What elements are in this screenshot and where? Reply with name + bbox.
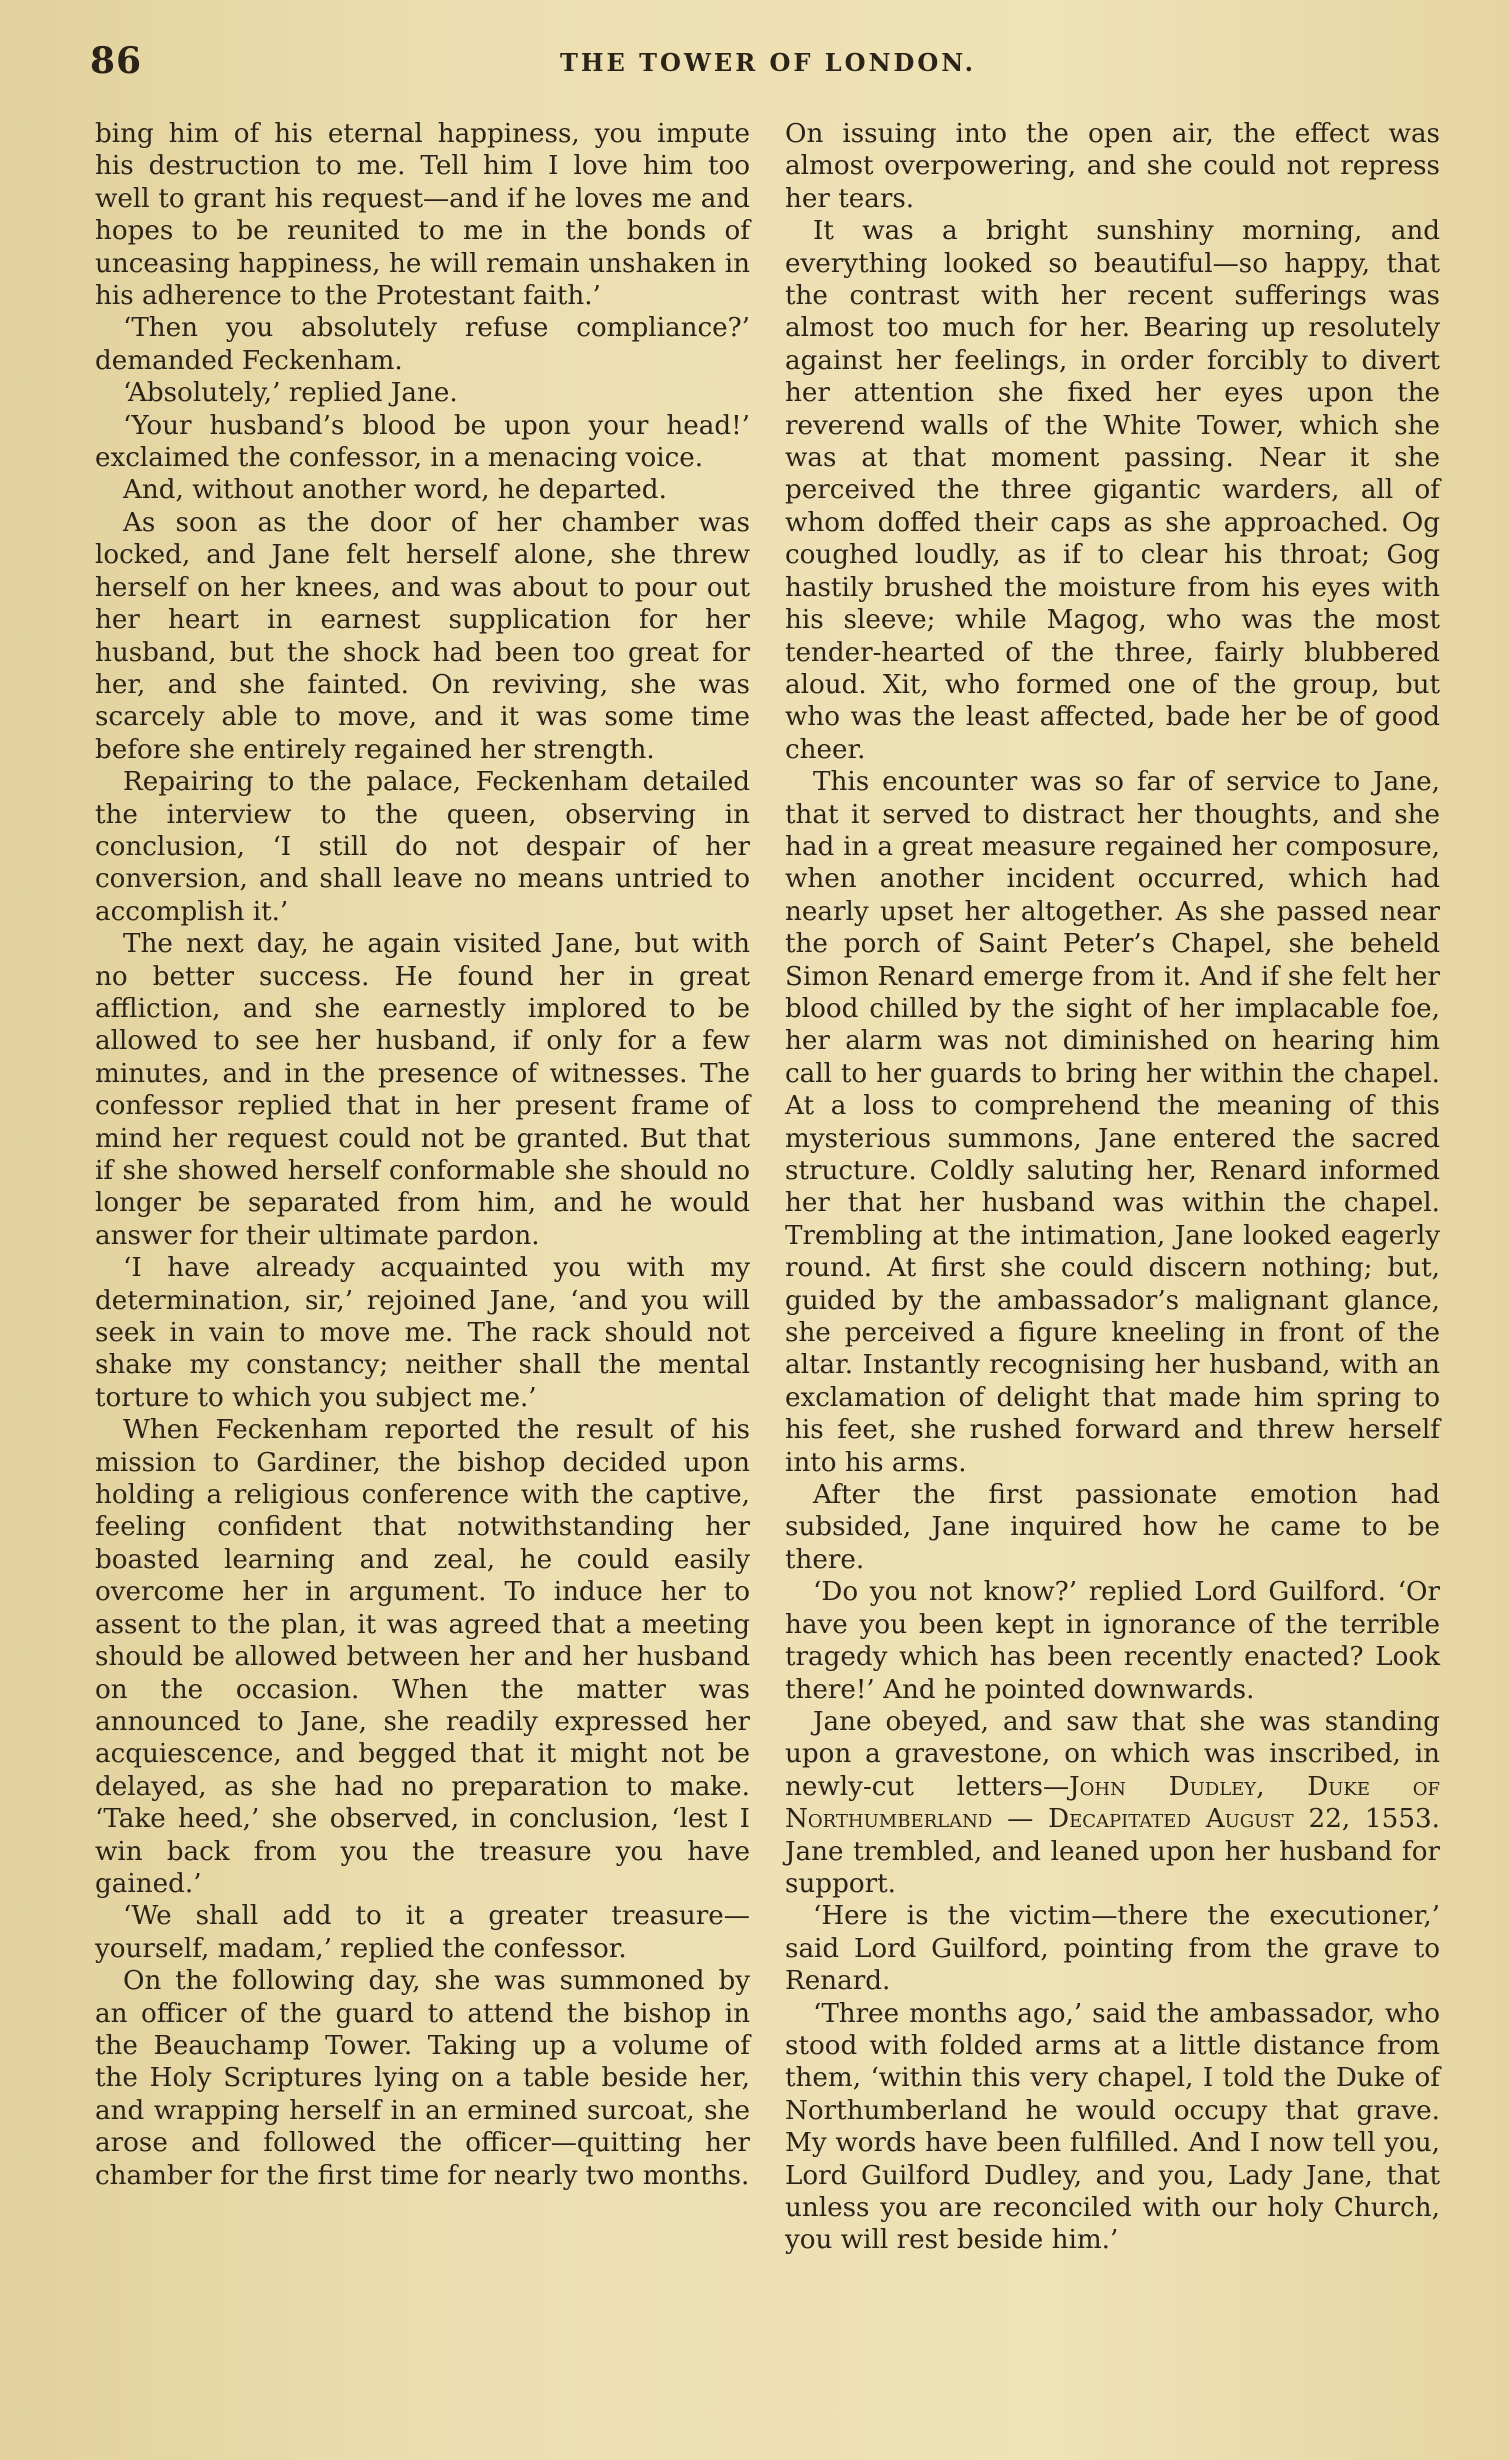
gravestone-inscription: John Dudley, Duke of Northumberland — Decapitated August 22, 1553. [785, 1771, 1440, 1835]
paragraph: The next day, he again visited Jane, but with no better success. He found her in great affliction, and she earnestly implored to be allowed to see her husband, if only for a few minutes, and in the presence of witnesses. The confessor replied that in her present frame of mind her request could not be granted. But that if she showed herself conformable she should no longer be separated from him, and he would answer for their ultimate pardon. [95, 929, 750, 1251]
paragraph: This encounter was so far of service to Jane, that it served to distract her thoughts, and she had in a great measure regained her composure, when another incident occurred, which had nearly upset her altogether. As she passed near the porch of Saint Peter’s Chapel, she beheld Simon Renard emerge from it. And if she felt her blood chilled by the sight of her implacable foe, her alarm was not diminished on hearing him call to her guards to bring her within the chapel. At a loss to comprehend the meaning of this mysterious summons, Jane entered the sacred structure. Coldly saluting her, Renard informed her that her husband was within the chapel. Trembling at the intimation, Jane looked eagerly round. At first she could discern nothing; but, guided by the ambassador’s malignant glance, she perceived a figure kneeling in front of the altar. Instantly recognising her husband, with an exclamation of delight that made him spring to his feet, she rushed forward and threw herself into his arms. [785, 767, 1440, 1478]
page-number: 86 [90, 40, 143, 82]
running-head [90, 40, 1439, 90]
left-column [95, 118, 750, 2192]
paragraph: ‘I have already acquainted you with my determination, sir,’ rejoined Jane, ‘and you will seek in vain to move me. The rack should not shake my constancy; neither shall the mental torture to which you subject me.’ [95, 1253, 750, 1413]
paragraph: ‘We shall add to it a greater treasure—yourself, madam,’ replied the confessor. [95, 1901, 750, 1964]
paragraph: As soon as the door of her chamber was locked, and Jane felt herself alone, she threw herself on her knees, and was about to pour out her heart in earnest supplication for her husband, but the shock had been too great for her, and she fainted. On reviving, she was scarcely able to move, and it was some time before she entirely regained her strength. [95, 507, 750, 765]
paragraph: bing him of his eternal happiness, you impute his destruction to me. Tell him I love him too well to grant his request—and if he loves me and hopes to be reunited to me in the bonds of unceasing happiness, he will remain unshaken in his adherence to the Protestant faith.’ [95, 119, 750, 312]
paragraph: ‘Your husband’s blood be upon your head!’ exclaimed the confessor, in a menacing voice. [95, 410, 750, 474]
paragraph: ‘Do you not know?’ replied Lord Guilford. ‘Or have you been kept in ignorance of the terrible tragedy which has been recently enacted? Look there!’ And he pointed downwards. [785, 1577, 1440, 1705]
paragraph: And, without another word, he departed. [123, 475, 667, 506]
paragraph: ‘Then you absolutely refuse compliance?’ demanded Feckenham. [95, 313, 750, 376]
paragraph: On issuing into the open air, the effect was almost overpowering, and she could not repress her tears. [785, 119, 1440, 214]
right-column [785, 118, 1440, 2257]
paragraph: ‘Here is the victim—there the executioner,’ said Lord Guilford, pointing from the grave to Renard. [785, 1901, 1440, 1997]
paragraph: ‘Absolutely,’ replied Jane. [123, 378, 458, 409]
paragraph: Repairing to the palace, Feckenham detailed the interview to the queen, observing in conclusion, ‘I still do not despair of her conversion, and shall leave no means untried to accomplish it.’ [95, 767, 750, 927]
paragraph: On the following day, she was summoned by an officer of the guard to attend the bishop in the Beauchamp Tower. Taking up a volume of the Holy Scriptures lying on a table beside her, and wrapping herself in an ermined surcoat, she arose and followed the officer—quitting her chamber for the first time for nearly two months. [95, 1966, 750, 2191]
paragraph: When Feckenham reported the result of his mission to Gardiner, the bishop decided upon holding a religious conference with the captive, feeling confident that notwithstanding her boasted learning and zeal, he could easily overcome her in argument. To induce her to assent to the plan, it was agreed that a meeting should be allowed between her and her husband on the occasion. When the matter was announced to Jane, she readily expressed her acquiescence, and begged that it might not be delayed, as she had no preparation to make. ‘Take heed,’ she observed, in conclusion, ‘lest I win back from you the treasure you have gained.’ [95, 1415, 750, 1899]
running-title: THE TOWER OF LONDON. [560, 48, 976, 77]
paragraph: After the first passionate emotion had subsided, Jane inquired how he came to be there. [785, 1480, 1440, 1575]
paragraph-text: Jane obeyed, and saw that she was standing upon a gravestone, on which was inscribed, in newly-cut letters— [785, 1706, 1440, 1802]
paragraph: ‘Three months ago,’ said the ambassador, who stood with folded arms at a little distance from them, ‘within this very chapel, I told the Duke of Northumberland he would occupy that grave. My words have been fulfilled. And I now tell you, Lord Guilford Dudley, and you, Lady Jane, that unless you are reconciled with our holy Church, you will rest beside him.’ [785, 1998, 1440, 2256]
paragraph-text: Jane trembled, and leaned upon her husband for support. [785, 1836, 1440, 1899]
paragraph: It was a bright sunshiny morning, and everything looked so beautiful—so happy, that the contrast with her recent sufferings was almost too much for her. Bearing up resolutely against her feelings, in order forcibly to divert her attention she fixed her eyes upon the reverend walls of the White Tower, which she was at that moment passing. Near it she perceived the three gigantic warders, all of whom doffed their caps as she approached. Og coughed loudly, as if to clear his throat; Gog hastily brushed the moisture from his eyes with his sleeve; while Magog, who was the most tender-hearted of the three, fairly blubbered aloud. Xit, who formed one of the group, but who was the least affected, bade her be of good cheer. [785, 216, 1440, 765]
paragraph-gravestone [785, 1706, 1440, 1900]
